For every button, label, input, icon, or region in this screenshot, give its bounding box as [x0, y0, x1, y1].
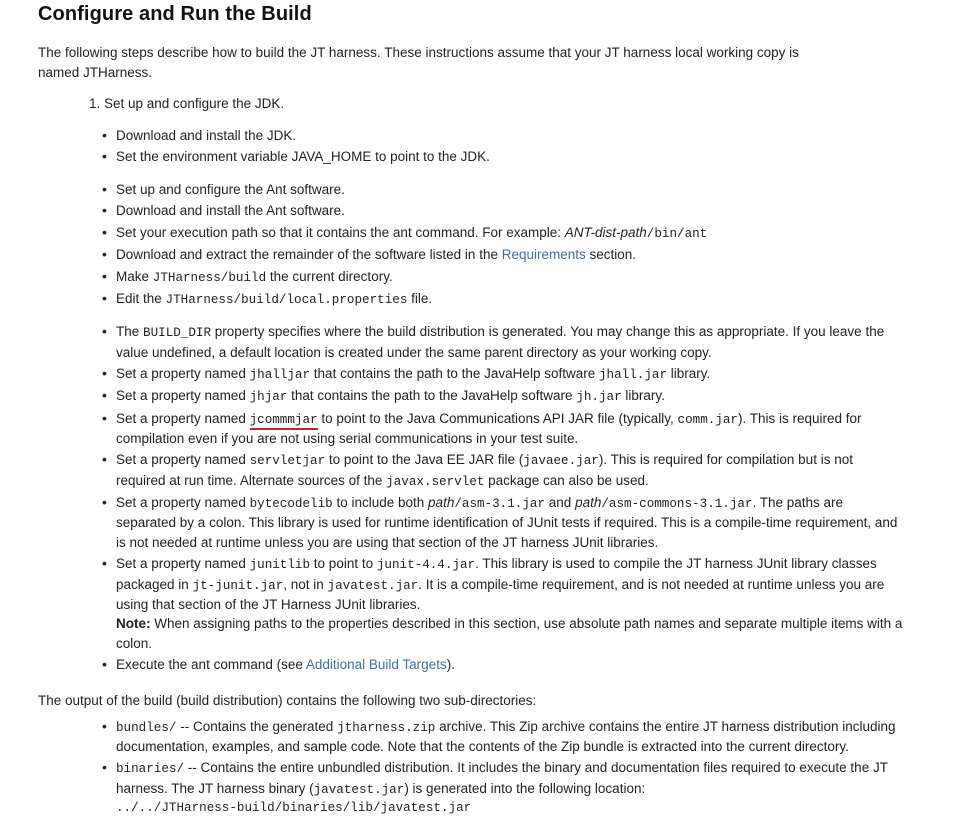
- list-item: [100, 717, 906, 757]
- list-item: [100, 493, 906, 552]
- text-code: bytecodelib: [249, 496, 333, 511]
- text-fragment: ).: [446, 657, 455, 673]
- output-path: ../../JTHarness-build/binaries/lib/javatest.jar: [116, 800, 472, 815]
- step-item-jdk: 1. Set up and configure the JDK.: [104, 94, 944, 114]
- list-item: [100, 655, 906, 675]
- text-fragment: Download and extract the remainder of the software listed in the: [116, 247, 502, 263]
- ant-substeps-group: [38, 180, 944, 309]
- ant-bullet-list: [100, 180, 944, 309]
- text-fragment: . It is a compile-time requirement, and is not needed at runtime unless you are using that section of the JT Harness JUnit libraries.: [116, 576, 885, 612]
- properties-group: [38, 322, 944, 675]
- list-item: [100, 386, 906, 406]
- text-fragment: library.: [667, 366, 711, 382]
- list-item: [100, 267, 906, 287]
- text-fragment: Set a property named: [116, 388, 250, 404]
- text-emphasis: path: [575, 494, 602, 510]
- text-code: junit-4.4.jar: [376, 558, 476, 573]
- list-item: [100, 289, 906, 309]
- text-fragment: to point to the Java Communications API JAR file (typically,: [317, 410, 678, 426]
- jdk-bullet-list: [100, 126, 944, 167]
- text-code: JTHarness/build: [152, 270, 267, 285]
- text-code: javatest.jar: [313, 782, 405, 797]
- text-fragment: that contains the path to the JavaHelp software: [287, 388, 577, 404]
- text-fragment: to point to: [310, 556, 377, 572]
- text-code: javaee.jar: [523, 454, 599, 469]
- text-fragment: file.: [407, 291, 433, 306]
- text-emphasis: path: [428, 494, 455, 510]
- jdk-substeps-group: [38, 126, 944, 167]
- misspelled-word: jcommmjar: [250, 413, 318, 430]
- note-text: When assigning paths to the properties described in this section, use absolute path names and separate multiple items with a colon.: [116, 616, 903, 651]
- text-fragment: that contains the path to the JavaHelp software: [310, 366, 599, 382]
- list-item: [100, 364, 906, 384]
- text-code: /asm-commons-3.1.jar: [601, 496, 753, 511]
- text-fragment: to include both: [332, 494, 429, 510]
- text-fragment: -- Contains the generated: [176, 718, 338, 734]
- text-code: /asm-3.1.jar: [454, 496, 546, 511]
- text-code: javax.servlet: [386, 474, 485, 489]
- text-code: /bin/ant: [646, 226, 708, 241]
- text-fragment: library.: [621, 388, 665, 404]
- text-fragment: and: [545, 494, 576, 510]
- text-code: jt-junit.jar: [192, 578, 284, 593]
- text-fragment: . This library is used to compile the JT harness JUnit library classes packaged in: [116, 556, 877, 592]
- text-fragment: Set a property named: [116, 494, 250, 510]
- list-item: [100, 758, 906, 817]
- text-fragment: ) is generated into the following location:: [404, 780, 646, 796]
- text-fragment: Execute the ant command (see: [116, 657, 306, 673]
- text-fragment: -- Contains the entire unbundled distribution. It includes the binary and documentation files required to execute the JT harness. The JT harness binary (: [116, 760, 888, 796]
- output-intro-paragraph: The output of the build (build distribution) contains the following two sub-directories:: [38, 693, 537, 708]
- properties-bullet-list: [100, 322, 944, 675]
- text-fragment: Set a property named: [116, 452, 250, 468]
- additional-build-targets-link[interactable]: Additional Build Targets: [305, 657, 447, 673]
- text-fragment: Set a property named: [116, 410, 250, 426]
- text-code: servletjar: [249, 454, 326, 469]
- list-item: [100, 223, 906, 243]
- text-fragment: archive. This Zip archive contains the entire JT harness distribution including documentation, examples, and sample code. Note that the contents of the Zip bundle is extracted into the current directory.: [116, 718, 896, 754]
- list-item: [100, 409, 906, 449]
- list-item: [100, 322, 906, 362]
- text-code: jhjar: [249, 390, 288, 405]
- list-item: • Download and install the Ant software.: [100, 201, 906, 221]
- text-code: bundles/: [116, 720, 177, 735]
- text-code: jhalljar: [249, 368, 311, 383]
- list-item: [100, 450, 906, 491]
- text-code: BUILD_DIR: [143, 326, 212, 341]
- text-emphasis: ANT-dist-path: [564, 224, 647, 240]
- text-fragment: ). This is required for compilation even if you are not using serial communications in your test suite.: [116, 410, 862, 446]
- text-code: binaries/: [116, 762, 185, 777]
- list-item: • Set up and configure the Ant software.: [100, 180, 906, 200]
- page-title: Configure and Run the Build: [38, 3, 312, 25]
- text-fragment: Set a property named: [116, 366, 250, 382]
- text-fragment: property specifies where the build distribution is generated. You may change this as appropriate. If you leave the value undefined, a default location is created under the same parent directory as your working copy.: [116, 324, 885, 360]
- text-fragment: the current directory.: [266, 268, 393, 284]
- text-code: jh.jar: [576, 390, 622, 405]
- text-code: junitlib: [249, 558, 311, 573]
- output-bullet-list: [100, 717, 944, 817]
- text-fragment: section.: [585, 247, 637, 263]
- text-fragment: , not in: [283, 576, 328, 592]
- text-code: JTHarness/build/local.properties: [165, 293, 408, 307]
- text-fragment: to point to the Java EE JAR file (: [325, 452, 524, 468]
- build-steps-list: [38, 94, 944, 114]
- text-code: comm.jar: [677, 412, 738, 427]
- text-code: javatest.jar: [327, 578, 419, 593]
- list-item: • Set the environment variable JAVA_HOME to point to the JDK.: [100, 147, 906, 167]
- text-code: jhall.jar: [598, 368, 668, 383]
- text-fragment: Set your execution path so that it contains the ant command. For example:: [116, 224, 565, 240]
- text-fragment: Set a property named: [116, 556, 250, 572]
- list-item: [100, 245, 906, 265]
- text-fragment: Edit the: [116, 291, 166, 306]
- text-code: jtharness.zip: [337, 720, 436, 735]
- requirements-link[interactable]: Requirements: [501, 247, 586, 263]
- intro-paragraph: The following steps describe how to build the JT harness. These instructions assume that your JT harness local working copy is named JTHarness.: [38, 45, 799, 80]
- list-item: • Download and install the JDK.: [100, 126, 906, 146]
- text-fragment: . The paths are separated by a colon. This library is used for runtime identification of JUnit tests if required. This is a compile-time requirement, and is not needed at runtime unless you are using that section of the JT harness JUnit libraries.: [116, 494, 898, 550]
- list-item: [100, 554, 906, 653]
- text-fragment: Make: [116, 268, 153, 284]
- note-label: Note:: [116, 616, 151, 632]
- text-fragment: The: [116, 324, 144, 340]
- text-fragment: ). This is required for compilation but is not required at run time. Alternate sources of the: [116, 452, 853, 488]
- output-group: [38, 717, 944, 817]
- text-fragment: package can also be used.: [484, 472, 649, 488]
